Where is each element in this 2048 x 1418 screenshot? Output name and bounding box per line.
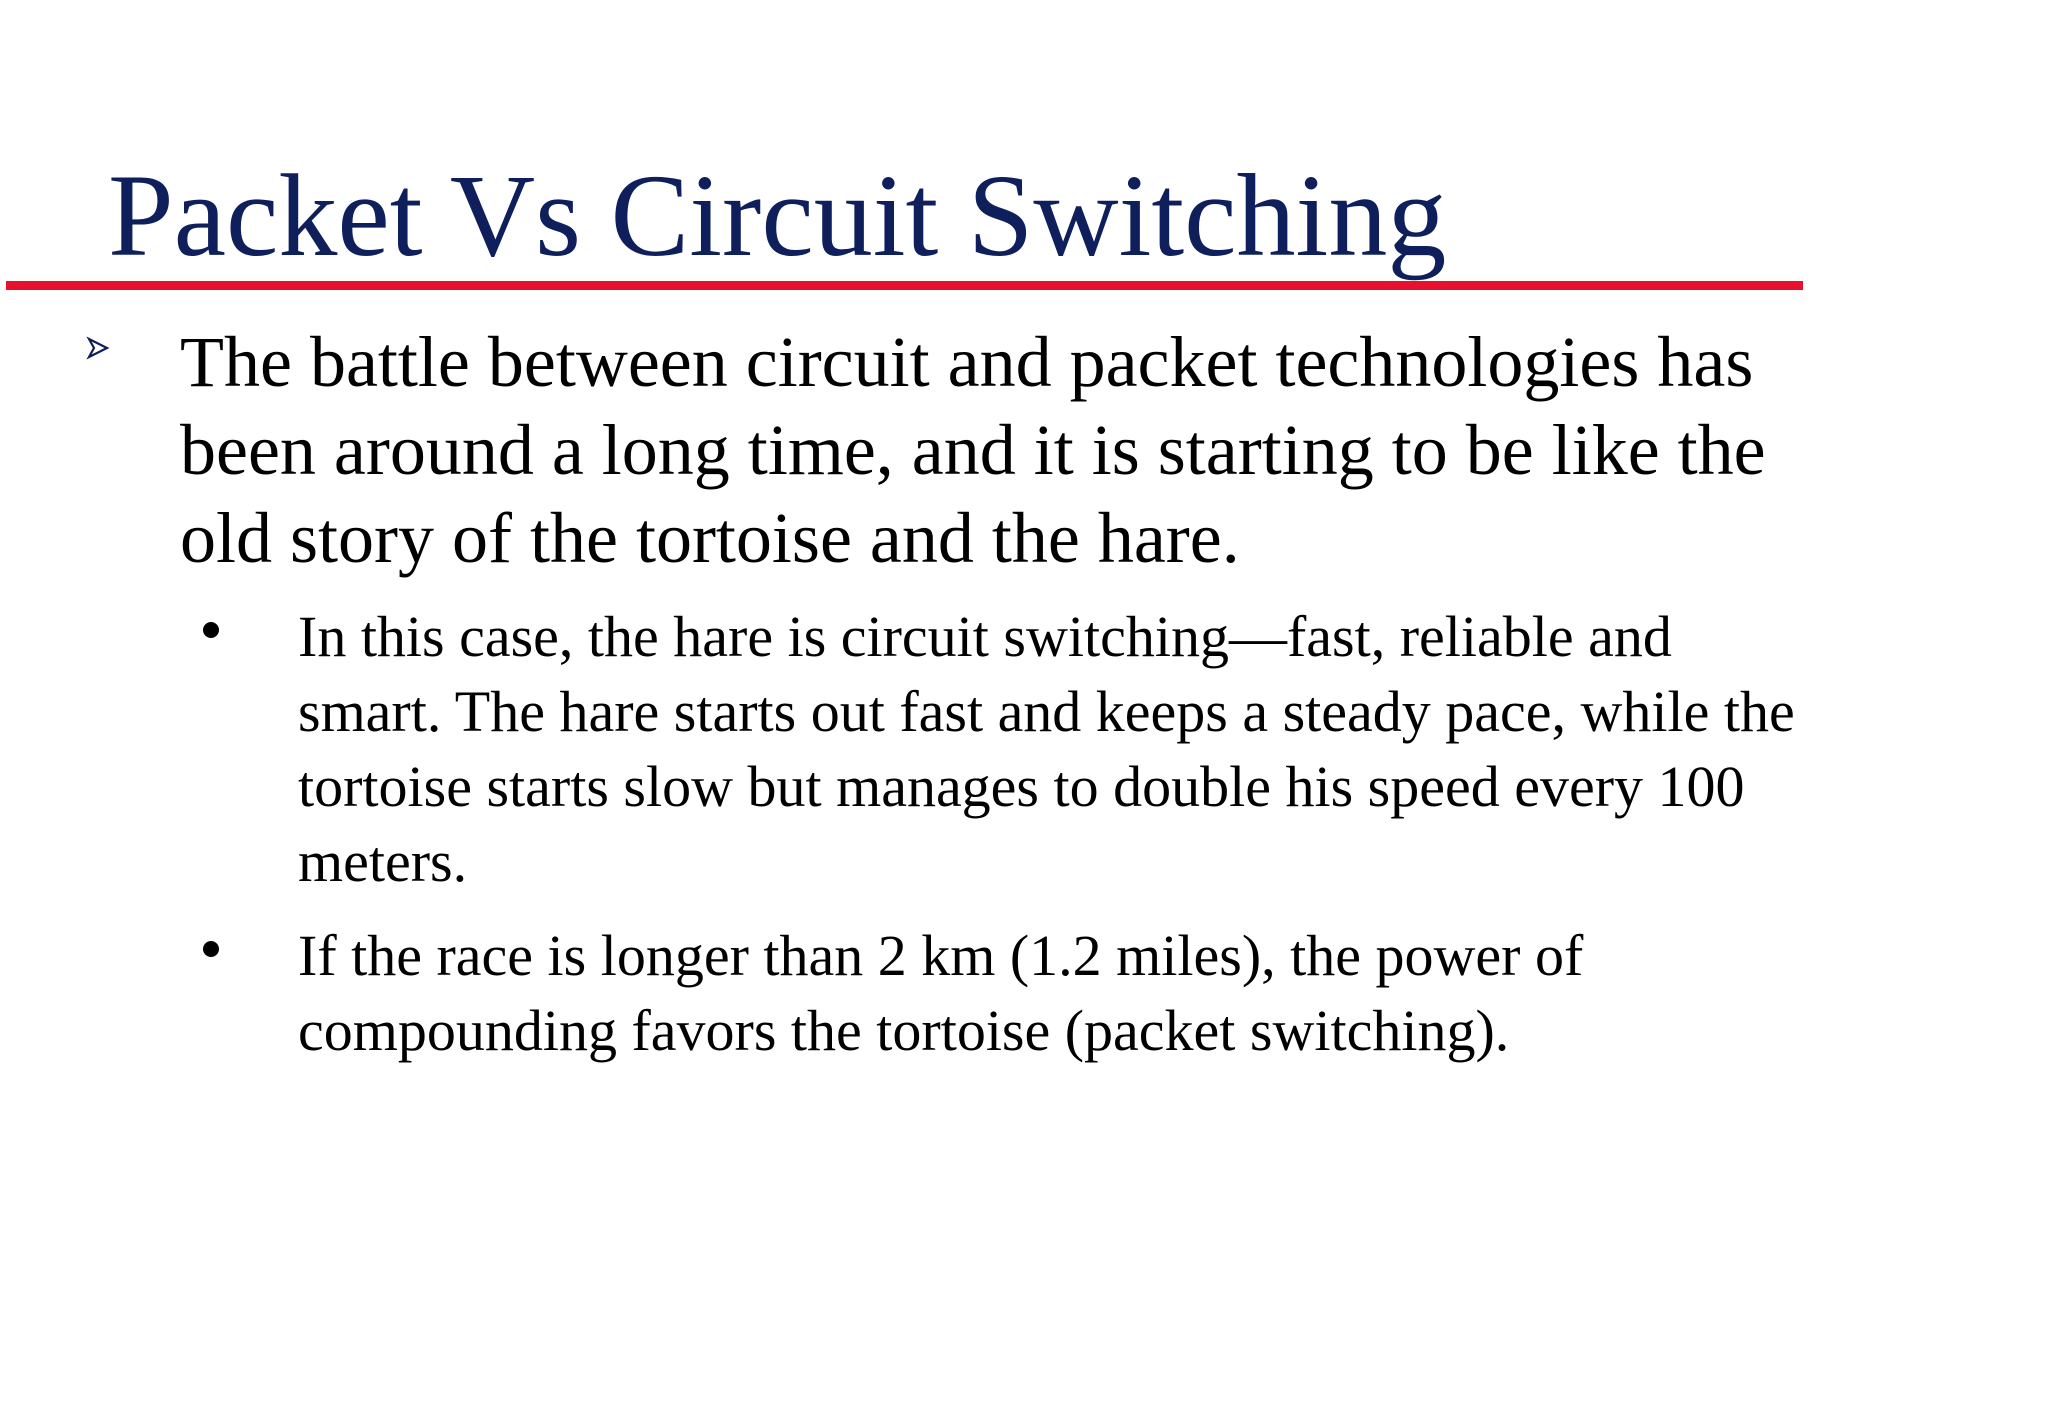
sub-bullet-text-hare: In this case, the hare is circuit switching—fast, reliable and smart. The hare starts out fast and keeps a steady pace, while the tortoise starts slow but manages to double his speed every 100 meters. xyxy=(298,604,1795,894)
dot-bullet-icon xyxy=(203,941,219,957)
arrowhead-bullet-icon xyxy=(86,336,110,360)
slide-title: Packet Vs Circuit Switching xyxy=(108,150,1447,281)
sub-bullet-text-race: If the race is longer than 2 km (1.2 miles), the power of compounding favors the tortoise (packet switching). xyxy=(298,923,1584,1063)
main-bullet-text: The battle between circuit and packet technologies has been around a long time, and it is starting to be like the old story of the tortoise and the hare. xyxy=(180,322,1766,578)
dot-bullet-icon xyxy=(203,622,219,638)
title-underline-divider xyxy=(6,281,1803,290)
